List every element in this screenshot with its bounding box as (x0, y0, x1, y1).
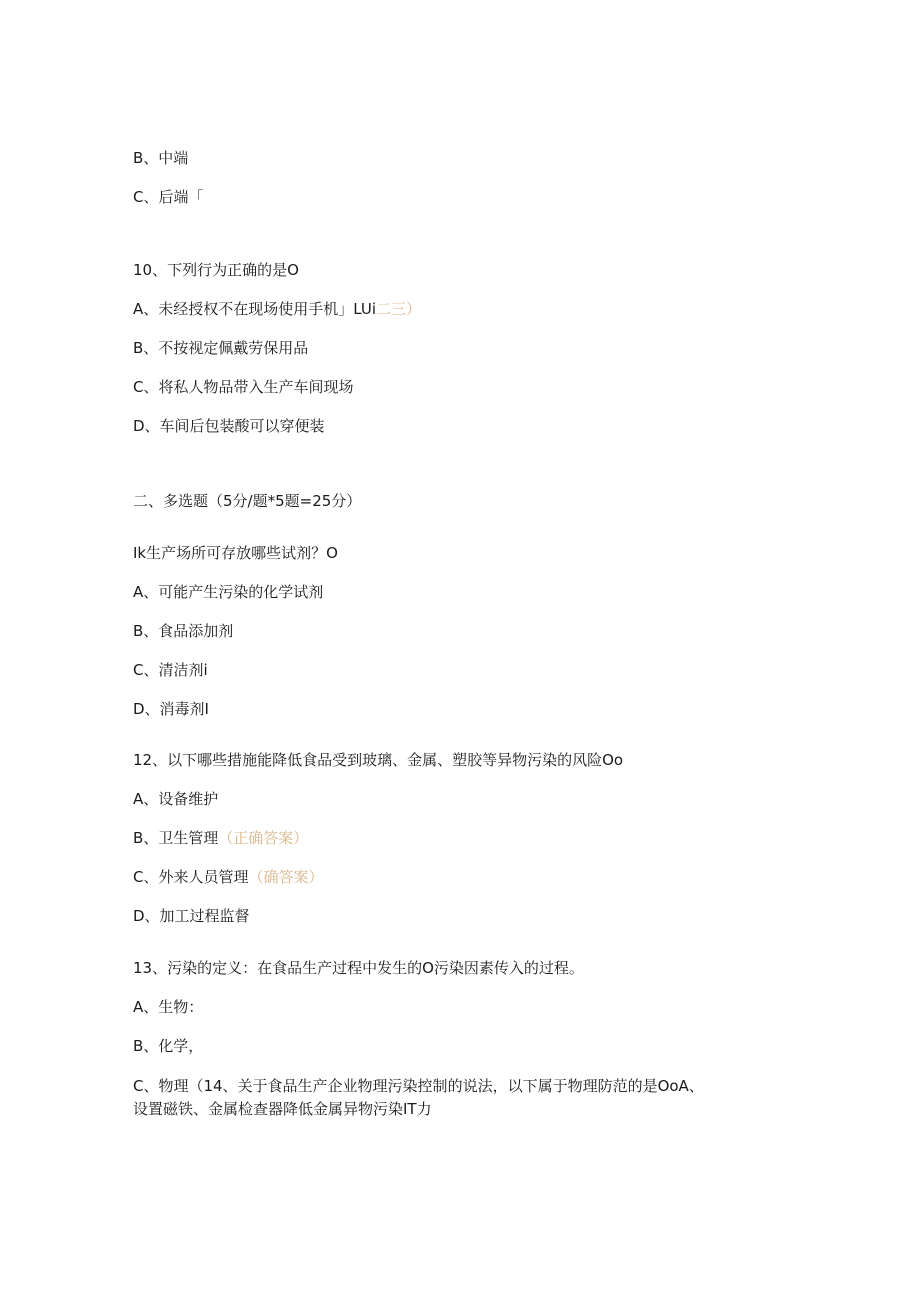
option-b: B、卫生管理（正确答案） (133, 829, 309, 847)
option-b: B、食品添加剂 (133, 622, 234, 640)
option-c: C、将私人物品带入生产车间现场 (133, 378, 354, 396)
section-title: 二、多选题（5分/题*5题=25分） (133, 492, 362, 510)
option-a: A、未经授权不在现场使用手机」LUi二三） (133, 300, 422, 318)
option-a: A、设备维护 (133, 790, 219, 808)
question-11: Ik生产场所可存放哪些试剂？O (133, 544, 338, 562)
option-c: C、清洁剂i (133, 661, 208, 679)
question-13: 13、污染的定义：在食品生产过程中发生的O污染因素传入的过程。 (133, 959, 584, 977)
option-b: B、不按视定佩戴劳保用品 (133, 339, 309, 357)
question-10: 10、下列行为正确的是O (133, 261, 299, 279)
option-c: C、后端「 (133, 188, 204, 206)
option-c: C、物理（14、关于食品生产企业物理污染控制的说法，以下属于物理防范的是OoA、 (133, 1077, 704, 1095)
question-12: 12、以下哪些措施能降低食品受到玻璃、金属、塑胶等异物污染的风险Oo (133, 751, 624, 769)
option-a: A、生物： (133, 998, 204, 1016)
answer-mark: （确答案） (248, 868, 324, 886)
option-d: D、消毒剂I (133, 700, 209, 718)
question-14-continuation: 设置磁铁、金属检查器降低金属异物污染IT力 (133, 1100, 432, 1118)
answer-mark: （正确答案） (218, 829, 309, 847)
option-b: B、中端 (133, 149, 189, 167)
option-d: D、加工过程监督 (133, 907, 250, 925)
answer-mark: 二三） (376, 300, 422, 318)
option-d: D、车间后包装酸可以穿便装 (133, 417, 325, 435)
option-c: C、外来人员管理（确答案） (133, 868, 324, 886)
option-a: A、可能产生污染的化学试剂 (133, 583, 324, 601)
option-b: B、化学， (133, 1037, 204, 1055)
